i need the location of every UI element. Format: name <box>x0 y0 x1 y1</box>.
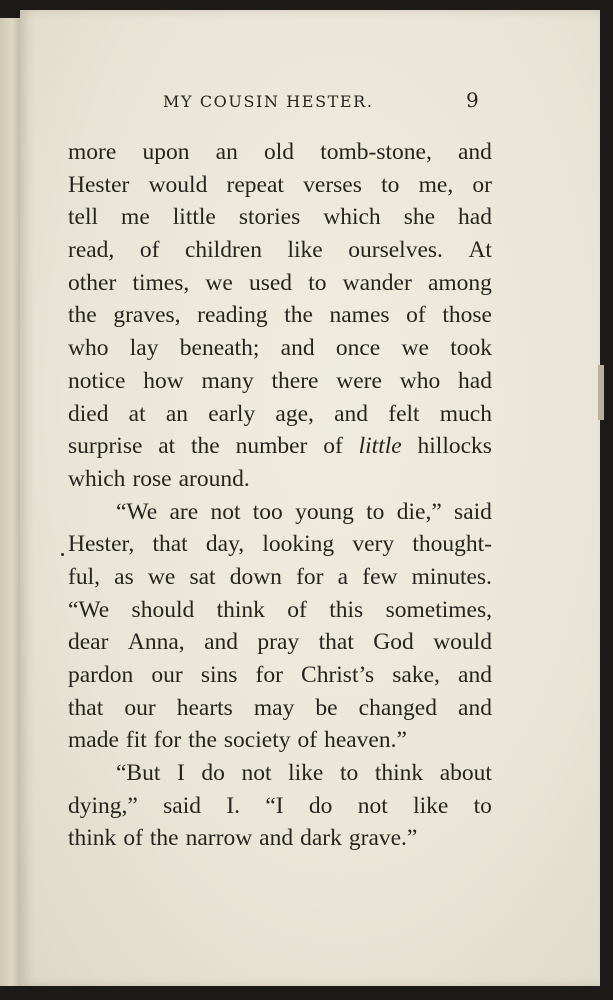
word: minutes. <box>411 563 492 590</box>
word: more <box>68 139 117 165</box>
word: pray <box>257 629 300 656</box>
word: young <box>295 498 354 525</box>
word: dying,” <box>68 792 138 819</box>
word: at <box>128 400 146 427</box>
word: reading <box>197 302 268 329</box>
word: too <box>252 498 283 525</box>
text-line <box>68 332 492 365</box>
word: for <box>255 662 283 688</box>
word: lay <box>129 335 159 362</box>
word: to <box>308 269 327 296</box>
word: At <box>468 237 492 264</box>
word: changed <box>358 694 437 721</box>
word: for <box>296 563 324 590</box>
word: “But <box>116 760 161 787</box>
text-line <box>68 724 492 757</box>
word: sake, <box>392 662 440 688</box>
word: about <box>439 760 492 787</box>
word: of <box>297 727 318 754</box>
word: heaven.” <box>324 727 407 754</box>
word: to <box>366 498 385 525</box>
word: who <box>399 367 441 394</box>
word: think <box>374 760 424 787</box>
word: narrow <box>185 825 253 852</box>
word: the <box>149 825 179 852</box>
word: those <box>442 302 492 329</box>
word: that <box>68 694 104 721</box>
word: said <box>454 498 492 525</box>
text-line <box>68 496 492 529</box>
word: number <box>235 433 308 460</box>
text-line <box>68 692 492 725</box>
word: names <box>329 302 390 329</box>
word: “I <box>265 792 284 819</box>
word: of <box>406 302 426 329</box>
page-number: 9 <box>466 88 479 112</box>
word: upon <box>142 139 190 165</box>
word: down <box>229 563 282 590</box>
word: many <box>201 367 254 394</box>
word: do <box>308 792 333 819</box>
word: little <box>172 204 216 231</box>
word: felt <box>388 400 420 427</box>
word: the <box>191 433 220 460</box>
word: died <box>68 400 109 427</box>
text-line <box>68 267 492 300</box>
word: not <box>241 760 272 787</box>
word: Hester, <box>68 531 135 558</box>
word: other <box>68 269 117 296</box>
word: our <box>151 662 183 688</box>
word: God <box>373 629 414 656</box>
text-line <box>68 365 492 398</box>
word: that <box>318 629 354 656</box>
word: for <box>153 727 182 754</box>
word: thought- <box>412 531 492 558</box>
word: dear <box>68 629 109 656</box>
word: Hester <box>68 171 130 198</box>
word: I. <box>226 792 241 819</box>
word: a <box>337 563 349 590</box>
word: there <box>271 367 319 394</box>
word: tell <box>68 204 99 231</box>
word: and <box>458 139 492 165</box>
running-head <box>0 88 613 118</box>
text-line <box>68 463 492 496</box>
word: of <box>139 237 160 264</box>
page-edge-tab <box>598 365 604 420</box>
word: we <box>147 563 176 590</box>
word: were <box>336 367 382 394</box>
word: how <box>143 367 184 394</box>
word: grave.” <box>348 825 418 852</box>
word: we <box>205 269 233 296</box>
word: hillocks <box>417 433 492 460</box>
word: and <box>334 400 369 427</box>
word: early <box>208 400 256 427</box>
word: tomb-stone, <box>320 139 432 165</box>
word: society <box>223 727 291 754</box>
text-line <box>68 594 492 627</box>
word: and <box>458 694 492 721</box>
word: me <box>121 204 150 231</box>
word: times, <box>132 269 190 296</box>
word: verses <box>303 171 362 198</box>
word: surprise <box>68 433 143 460</box>
word: think <box>68 825 117 852</box>
ink-speck <box>61 553 64 556</box>
text-line <box>68 136 492 169</box>
word: sat <box>189 563 216 590</box>
text-line <box>68 790 492 823</box>
word: used <box>248 269 293 296</box>
word: of <box>123 825 143 852</box>
word: day, <box>205 531 245 558</box>
word: ful, <box>68 563 100 590</box>
word: and <box>458 662 492 688</box>
word: little <box>358 433 402 460</box>
word: around. <box>178 465 250 492</box>
text-line <box>68 234 492 267</box>
word: repeat <box>226 171 284 198</box>
word: and <box>259 825 294 852</box>
word: the <box>68 302 97 329</box>
word: which <box>323 204 381 231</box>
word: our <box>124 694 156 721</box>
word: graves, <box>113 302 181 329</box>
word: Anna, <box>127 629 185 656</box>
word: like <box>288 760 324 787</box>
word: are <box>169 498 199 525</box>
word: we <box>401 335 429 362</box>
text-line <box>68 201 492 234</box>
word: not <box>357 792 388 819</box>
word: or <box>472 171 492 198</box>
word: looking <box>262 531 335 558</box>
body-text <box>68 136 492 855</box>
word: children <box>184 237 262 264</box>
word: said <box>163 792 202 819</box>
word: made <box>68 727 119 754</box>
word: the <box>188 727 217 754</box>
text-line <box>68 528 492 561</box>
word: I <box>176 760 185 787</box>
word: would <box>148 171 208 198</box>
word: had <box>458 204 492 231</box>
word: ourselves. <box>348 237 443 264</box>
word: Christ’s <box>301 662 375 688</box>
word: to <box>339 760 359 787</box>
word: to <box>473 792 492 819</box>
text-line <box>68 299 492 332</box>
word: to <box>381 171 400 198</box>
word: an <box>215 139 238 165</box>
word: at <box>158 433 176 460</box>
word: not <box>210 498 241 525</box>
word: the <box>284 302 313 329</box>
text-line <box>68 169 492 202</box>
word: die,” <box>396 498 442 525</box>
word: me, <box>418 171 454 198</box>
word: age, <box>275 400 314 427</box>
word: once <box>335 335 381 362</box>
word: this <box>329 596 364 623</box>
word: “We <box>68 596 110 623</box>
word: hearts <box>176 694 233 721</box>
word: as <box>114 563 134 590</box>
word: rose <box>132 465 172 492</box>
word: read, <box>68 237 115 264</box>
text-line <box>68 626 492 659</box>
word: old <box>264 139 295 165</box>
word: an <box>165 400 189 427</box>
word: and <box>280 335 315 362</box>
word: like <box>413 792 449 819</box>
word: sometimes, <box>385 596 492 623</box>
word: had <box>458 367 492 394</box>
word: dark <box>300 825 342 852</box>
word: “We <box>116 498 158 525</box>
word: took <box>450 335 492 362</box>
word: would <box>433 629 492 656</box>
word: may <box>253 694 295 721</box>
word: very <box>352 531 395 558</box>
running-title: MY COUSIN HESTER. <box>163 92 374 111</box>
word: pardon <box>68 662 134 688</box>
word: do <box>201 760 225 787</box>
word: who <box>68 335 109 362</box>
word: be <box>315 694 338 721</box>
word: notice <box>68 367 126 394</box>
word: sins <box>200 662 238 688</box>
word: among <box>427 269 492 296</box>
word: should <box>131 596 195 623</box>
text-line <box>68 757 492 790</box>
word: that <box>152 531 188 558</box>
word: think <box>216 596 265 623</box>
word: beneath; <box>179 335 260 362</box>
word: stories <box>238 204 301 231</box>
word: which <box>68 465 126 492</box>
text-line <box>68 430 492 463</box>
text-line <box>68 398 492 431</box>
word: fit <box>125 727 147 754</box>
word: of <box>323 433 343 460</box>
word: of <box>287 596 307 623</box>
word: wander <box>342 269 412 296</box>
text-line <box>68 659 492 692</box>
word: few <box>362 563 398 590</box>
word: like <box>287 237 323 264</box>
word: much <box>439 400 492 427</box>
word: and <box>204 629 238 656</box>
text-line <box>68 822 492 855</box>
text-line <box>68 561 492 594</box>
word: she <box>403 204 436 231</box>
